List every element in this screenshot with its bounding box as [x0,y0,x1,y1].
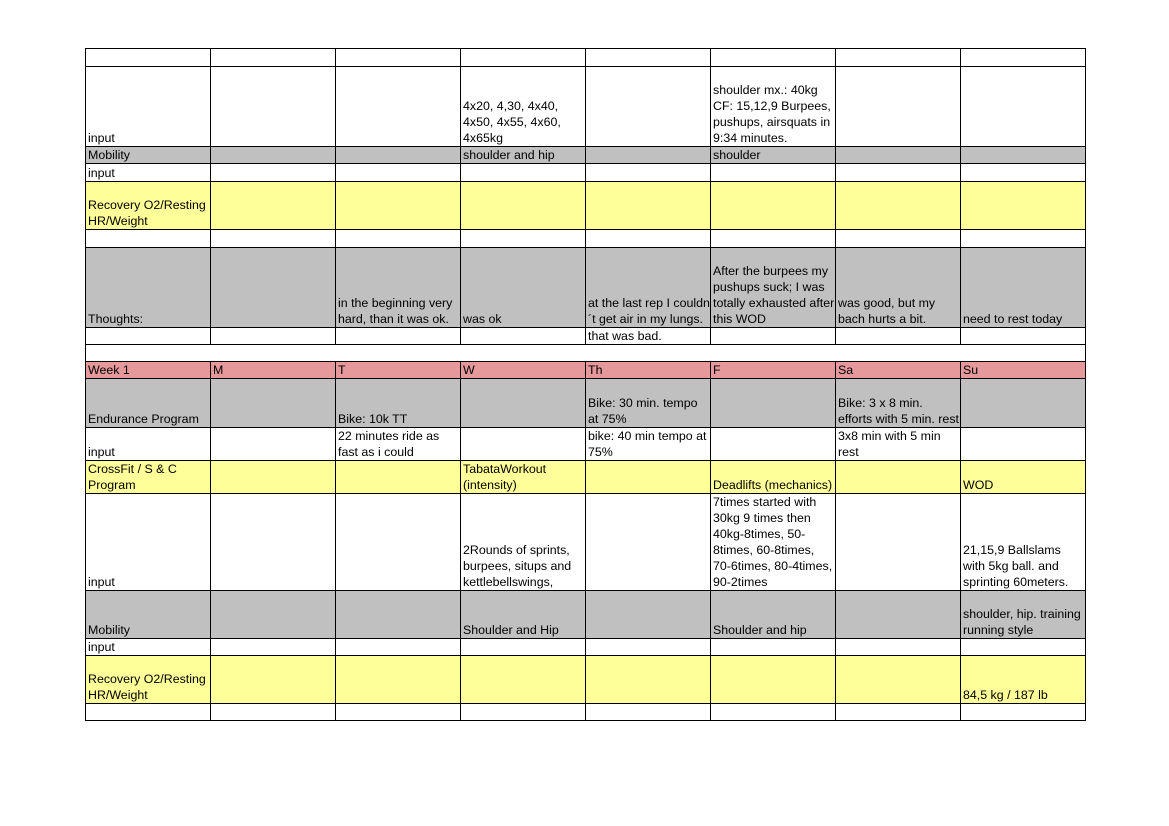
cell-fri[interactable]: 7times started with 30kg 9 times then 40kg-8times, 50-8times, 60-8times, 70-6times, 80-4times, 90-2times [711,494,836,591]
cell-thu[interactable]: bike: 40 min tempo at 75% [586,428,711,461]
cell-sun[interactable] [961,164,1086,182]
mobility-row [86,591,1086,639]
cell[interactable] [836,49,961,67]
cell-tue[interactable] [336,164,461,182]
cell[interactable] [86,230,211,248]
cell-sat[interactable] [836,461,961,494]
cell-fri[interactable]: shoulder [711,147,836,164]
cell-thu[interactable]: at the last rep I couldn´t get air in my lungs. [586,248,711,328]
day-sat[interactable]: Sa [836,362,961,379]
row-label[interactable]: input [86,428,211,461]
cell-wed[interactable]: TabataWorkout (intensity) [461,461,586,494]
cell-mon[interactable] [211,494,336,591]
cell-wed[interactable]: Shoulder and Hip [461,591,586,639]
mobility-row [86,147,1086,164]
cell-thu[interactable] [586,656,711,704]
cell-wed[interactable] [461,164,586,182]
cell-fri[interactable] [711,182,836,230]
cell-mon[interactable] [211,328,336,345]
cell-fri[interactable] [711,328,836,345]
spacer-cell [86,345,1086,362]
cell-mon[interactable] [211,639,336,656]
cell-wed[interactable]: was ok [461,248,586,328]
cell-tue[interactable] [336,328,461,345]
crossfit-row [86,461,1086,494]
cell-sat[interactable] [836,656,961,704]
cell-wed[interactable] [461,656,586,704]
day-tue[interactable]: T [336,362,461,379]
cell-sat[interactable]: 3x8 min with 5 min rest [836,428,961,461]
thoughts-extra-row [86,328,1086,345]
cell-fri[interactable]: Deadlifts (mechanics) [711,461,836,494]
cell-mon[interactable] [211,182,336,230]
thoughts-row [86,248,1086,328]
cell-mon[interactable] [211,379,336,428]
cell[interactable] [586,49,711,67]
cell-tue[interactable] [336,639,461,656]
cell[interactable] [586,704,711,721]
cell-thu[interactable] [586,591,711,639]
cell-tue[interactable] [336,656,461,704]
cell-tue[interactable]: in the beginning very hard, than it was ok. [336,248,461,328]
mobility-input-row [86,639,1086,656]
crossfit-input-row [86,494,1086,591]
cell-thu[interactable] [586,494,711,591]
row-label[interactable]: input [86,494,211,591]
cell-thu[interactable] [586,182,711,230]
cell-sun[interactable]: shoulder, hip. training running style [961,591,1086,639]
cell[interactable] [336,49,461,67]
cell-thu[interactable]: Bike: 30 min. tempo at 75% [586,379,711,428]
cell-wed[interactable]: 4x20, 4,30, 4x40, 4x50, 4x55, 4x60, 4x65kg [461,67,586,147]
cell-wed[interactable] [461,379,586,428]
cell-fri[interactable] [711,164,836,182]
cell[interactable] [711,230,836,248]
row-label[interactable]: CrossFit / S & C Program [86,461,211,494]
cell-wed[interactable] [461,182,586,230]
blank-row [86,230,1086,248]
cell[interactable] [836,704,961,721]
row-label[interactable]: Mobility [86,591,211,639]
cell-fri[interactable] [711,428,836,461]
cell-sat[interactable] [836,328,961,345]
cell-tue[interactable] [336,67,461,147]
cell-sat[interactable]: Bike: 3 x 8 min. efforts with 5 min. rest [836,379,961,428]
cell[interactable] [211,230,336,248]
row-label[interactable]: Recovery O2/Resting HR/Weight [86,656,211,704]
cell-thu[interactable]: that was bad. [586,328,711,345]
cell-wed[interactable] [461,639,586,656]
cell-tue[interactable]: 22 minutes ride as fast as i could [336,428,461,461]
cell[interactable] [336,230,461,248]
training-log-sheet [85,48,1086,721]
row-label[interactable]: input [86,639,211,656]
cell-mon[interactable] [211,67,336,147]
cell-sat[interactable] [836,67,961,147]
cell-sun[interactable] [961,147,1086,164]
cell-sun[interactable] [961,182,1086,230]
cell-fri[interactable] [711,379,836,428]
day-sun[interactable]: Su [961,362,1086,379]
cell-sun[interactable]: WOD [961,461,1086,494]
row-label[interactable]: input [86,67,211,147]
row-label[interactable]: input [86,164,211,182]
cell-sat[interactable]: was good, but my bach hurts a bit. [836,248,961,328]
cell-mon[interactable] [211,164,336,182]
cell-wed[interactable] [461,428,586,461]
cell[interactable] [211,704,336,721]
row-label[interactable] [86,328,211,345]
day-wed[interactable]: W [461,362,586,379]
week-label[interactable]: Week 1 [86,362,211,379]
cell[interactable] [86,704,211,721]
cell-fri[interactable] [711,656,836,704]
cell-tue[interactable] [336,147,461,164]
blank-row [86,49,1086,67]
row-label[interactable]: Thoughts: [86,248,211,328]
cell-tue[interactable] [336,494,461,591]
cell[interactable] [461,704,586,721]
cell-mon[interactable] [211,248,336,328]
cell-sun[interactable] [961,379,1086,428]
cell-sat[interactable] [836,591,961,639]
cell-fri[interactable]: Shoulder and hip [711,591,836,639]
cell-sun[interactable]: need to rest today [961,248,1086,328]
cell-mon[interactable] [211,147,336,164]
cell-fri[interactable]: shoulder mx.: 40kg CF: 15,12,9 Burpees, pushups, airsquats in 9:34 minutes. [711,67,836,147]
cell[interactable] [586,230,711,248]
cell-sat[interactable] [836,164,961,182]
cell[interactable] [961,49,1086,67]
day-thu[interactable]: Th [586,362,711,379]
recovery-row [86,656,1086,704]
cell[interactable] [461,49,586,67]
cell-sat[interactable] [836,494,961,591]
cell-sat[interactable] [836,182,961,230]
cell-mon[interactable] [211,428,336,461]
cell[interactable] [711,49,836,67]
day-fri[interactable]: F [711,362,836,379]
cell-tue[interactable] [336,182,461,230]
cell-sat[interactable] [836,147,961,164]
cell-sun[interactable] [961,428,1086,461]
cell-thu[interactable] [586,147,711,164]
cell-wed[interactable]: 2Rounds of sprints, burpees, situps and kettlebellswings, [461,494,586,591]
cell-thu[interactable] [586,639,711,656]
cell[interactable] [836,230,961,248]
cell-sun[interactable] [961,67,1086,147]
cell-tue[interactable] [336,461,461,494]
endurance-input-row [86,428,1086,461]
cell-sun[interactable]: 21,15,9 Ballslams with 5kg ball. and sprinting 60meters. [961,494,1086,591]
strength-input-row [86,67,1086,147]
cell-mon[interactable] [211,656,336,704]
week-header-row [86,362,1086,379]
cell[interactable] [961,230,1086,248]
cell-wed[interactable]: shoulder and hip [461,147,586,164]
cell[interactable] [336,704,461,721]
cell-sun[interactable]: 84,5 kg / 187 lb [961,656,1086,704]
cell-fri[interactable] [711,639,836,656]
cell-wed[interactable] [461,328,586,345]
cell[interactable] [211,49,336,67]
cell[interactable] [86,49,211,67]
cell-tue[interactable]: Bike: 10k TT [336,379,461,428]
cell[interactable] [961,704,1086,721]
cell-mon[interactable] [211,591,336,639]
cell-sat[interactable] [836,639,961,656]
cell-tue[interactable] [336,591,461,639]
recovery-row [86,182,1086,230]
cell[interactable] [461,230,586,248]
cell-sun[interactable] [961,328,1086,345]
cell-thu[interactable] [586,164,711,182]
cell-thu[interactable] [586,67,711,147]
endurance-row [86,379,1086,428]
cell-thu[interactable] [586,461,711,494]
cell-sun[interactable] [961,639,1086,656]
row-label[interactable]: Endurance Program [86,379,211,428]
cell[interactable] [711,704,836,721]
mobility-input-row [86,164,1086,182]
row-label[interactable]: Mobility [86,147,211,164]
cell-mon[interactable] [211,461,336,494]
cell-fri[interactable]: After the burpees my pushups suck; I was totally exhausted after this WOD [711,248,836,328]
spacer-row [86,345,1086,362]
blank-row [86,704,1086,721]
row-label[interactable]: Recovery O2/Resting HR/Weight [86,182,211,230]
day-mon[interactable]: M [211,362,336,379]
